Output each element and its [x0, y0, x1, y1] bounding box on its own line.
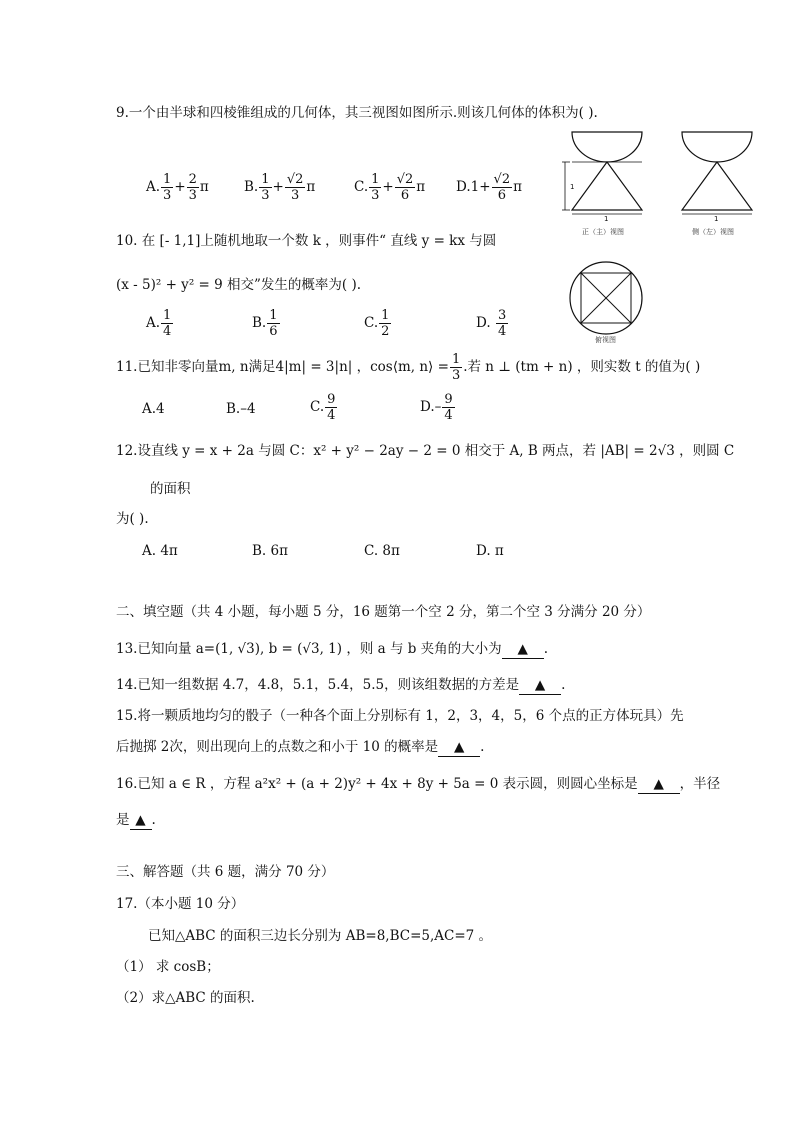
q12-option-a: A. 4π — [142, 543, 178, 559]
svg-text:侧（左）视图: 侧（左）视图 — [692, 228, 734, 236]
q15-blank[interactable]: ▲ — [438, 738, 480, 757]
q15-line1: 15.将一颗质地均匀的骰子（一种各个面上分别标有 1，2，3，4，5，6 个点的正方体玩具）先 — [116, 708, 684, 724]
section3-heading: 三、解答题（共 6 题，满分 70 分） — [116, 864, 335, 880]
section2-heading: 二、填空题（共 4 小题，每小题 5 分，16 题第一个空 2 分，第二个空 3 分满分 20 分） — [116, 604, 651, 620]
q12-option-d: D. π — [476, 543, 504, 559]
q17-stem: 已知△ABC 的面积三边长分别为 AB=8,BC=5,AC=7 。 — [148, 928, 493, 944]
q11-option-d: D.– $\frac{9}{4}$ — [420, 392, 453, 423]
q16-line2: 是 ▲ . — [116, 812, 156, 828]
q17-title: 17.（本小题 10 分） — [116, 896, 245, 912]
q16-blank1[interactable]: ▲ — [638, 775, 680, 794]
q11-option-c: C. $\frac{9}{4}$ — [310, 392, 336, 423]
q9-option-d: D.1+ $\frac{√2}{6}$ π — [456, 172, 522, 203]
q12-option-b: B. 6π — [252, 543, 288, 559]
q11-stem: 11.已知非零向量m, n满足4|m| = 3|n| ，cos⟨m, n⟩ = $\frac{1}{3}$ .若 n ⊥ (tm + n) ，则实数 t 的值为( ) — [116, 352, 701, 383]
q10-option-b: B. $\frac{1}{6}$ — [252, 308, 278, 339]
q16-line1: 16.已知 a ∈ R ，方程 a²x² + (a + 2)y² + 4x + 8y + 5a = 0 表示圆，则圆心坐标是 ▲ ，半径 — [116, 776, 721, 792]
q16-blank2[interactable]: ▲ — [130, 811, 152, 830]
q12-line1: 12.设直线 y = x + 2a 与圆 C：x² + y² − 2ay − 2 = 0 相交于 A, B 两点，若 |AB| = 2√3 ，则圆 C — [116, 443, 735, 459]
q11-option-a: A.4 — [142, 401, 165, 417]
svg-text:1: 1 — [604, 215, 609, 223]
q12-option-c: C. 8π — [364, 543, 400, 559]
q14-blank[interactable]: ▲ — [519, 676, 561, 695]
q15-line2: 后抛掷 2次，则出现向上的点数之和小于 10 的概率是 ▲ . — [116, 739, 485, 755]
q9-option-a: A. $\frac{1}{3}$ + $\frac{2}{3}$ π — [146, 172, 209, 203]
svg-text:俯视图: 俯视图 — [595, 336, 616, 344]
q13-blank[interactable]: ▲ — [502, 640, 544, 659]
side-view — [682, 132, 752, 236]
front-view — [562, 132, 642, 236]
q12-line3: 为( ). — [116, 511, 149, 527]
q11-option-b: B.–4 — [226, 401, 256, 417]
top-view — [570, 262, 642, 344]
q9-option-b: B. $\frac{1}{3}$ + $\frac{√2}{3}$ π — [244, 172, 316, 203]
q12-line2: 的面积 — [150, 481, 191, 497]
q13: 13.已知向量 a=(1, √3), b = (√3, 1) ，则 a 与 b 夹角的大小为 ▲ . — [116, 641, 548, 657]
q10-option-a: A. $\frac{1}{4}$ — [146, 308, 172, 339]
q10-line1: 10. 在 [- 1,1]上随机地取一个数 k ，则事件“ 直线 y = kx 与圆 — [116, 233, 497, 249]
q10-line2: (x - 5)² + y² = 9 相交”发生的概率为( ). — [116, 277, 362, 293]
three-view-figure — [560, 126, 760, 348]
q10-option-d: D. $\frac{3}{4}$ — [476, 308, 507, 339]
q17-sub2: （2）求△ABC 的面积. — [116, 990, 255, 1006]
q10-option-c: C. $\frac{1}{2}$ — [364, 308, 390, 339]
q14: 14.已知一组数据 4.7，4.8，5.1，5.4，5.5，则该组数据的方差是 ▲ . — [116, 677, 566, 693]
q9-stem: 9.一个由半球和四棱锥组成的几何体，其三视图如图所示.则该几何体的体积为( ). — [116, 105, 598, 121]
svg-text:1: 1 — [570, 183, 575, 191]
q9-option-c: C. $\frac{1}{3}$ + $\frac{√2}{6}$ π — [354, 172, 426, 203]
svg-text:1: 1 — [714, 215, 719, 223]
q17-sub1: （1） 求 cosB； — [116, 959, 220, 975]
svg-text:正（主）视图: 正（主）视图 — [582, 228, 624, 236]
